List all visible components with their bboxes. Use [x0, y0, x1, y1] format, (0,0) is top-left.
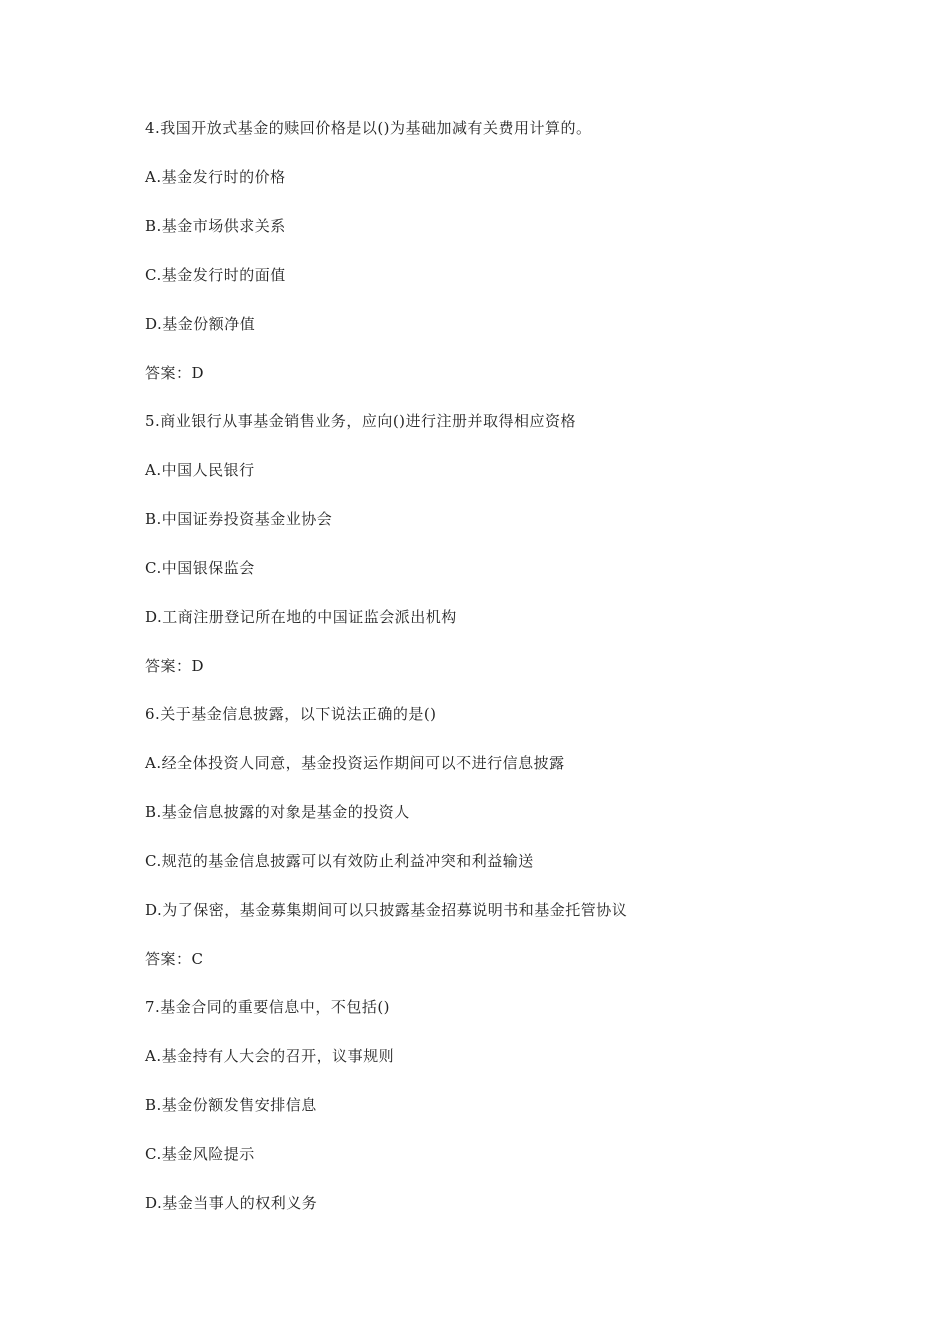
option-b: B.基金份额发售安排信息: [145, 1096, 317, 1114]
question-stem: 6.关于基金信息披露，以下说法正确的是(): [145, 705, 437, 723]
option-b: B.基金市场供求关系: [145, 217, 286, 235]
answer: 答案：D: [145, 364, 205, 382]
option-a: A.基金发行时的价格: [145, 168, 286, 186]
option-d: D.为了保密，基金募集期间可以只披露基金招募说明书和基金托管协议: [145, 901, 628, 919]
option-d: D.基金份额净值: [145, 315, 256, 333]
option-a: A.中国人民银行: [145, 461, 255, 479]
option-b: B.中国证券投资基金业协会: [145, 510, 333, 528]
option-c: C.基金风险提示: [145, 1145, 255, 1163]
answer: 答案：D: [145, 657, 205, 675]
option-d: D.工商注册登记所在地的中国证监会派出机构: [145, 608, 457, 626]
question-stem: 7.基金合同的重要信息中，不包括(): [145, 998, 391, 1016]
option-d: D.基金当事人的权利义务: [145, 1194, 318, 1212]
option-a: A.经全体投资人同意，基金投资运作期间可以不进行信息披露: [145, 754, 565, 772]
option-c: C.规范的基金信息披露可以有效防止利益冲突和利益输送: [145, 852, 534, 870]
answer: 答案：C: [145, 950, 204, 968]
question-stem: 5.商业银行从事基金销售业务，应向()进行注册并取得相应资格: [145, 412, 577, 430]
question-stem: 4.我国开放式基金的赎回价格是以()为基础加减有关费用计算的。: [145, 119, 592, 137]
option-c: C.基金发行时的面值: [145, 266, 286, 284]
option-a: A.基金持有人大会的召开，议事规则: [145, 1047, 395, 1065]
option-b: B.基金信息披露的对象是基金的投资人: [145, 803, 410, 821]
option-c: C.中国银保监会: [145, 559, 255, 577]
